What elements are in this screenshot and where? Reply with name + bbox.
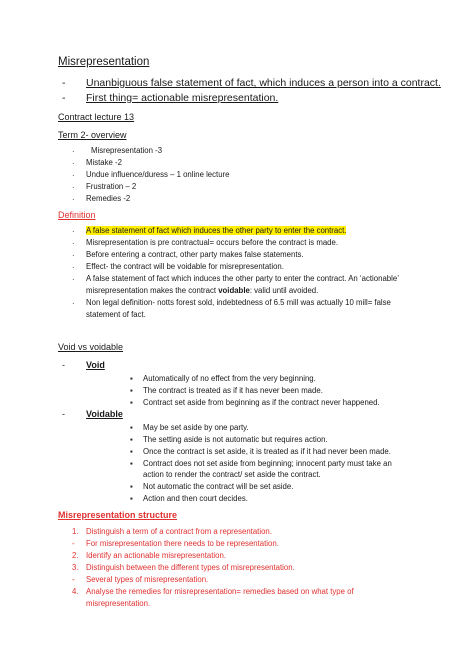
definition-item: Effect- the contract will be voidable for misrepresentation. <box>86 262 284 271</box>
page-title: Misrepresentation <box>58 56 150 68</box>
overview-item: Misrepresentation -3 <box>91 146 163 155</box>
void-label: Void <box>86 360 105 370</box>
dash-marker: - <box>62 77 66 89</box>
structure-item: Distinguish a term of a contract from a representation. <box>86 527 272 536</box>
overview-item: Undue influence/duress – 1 online lecture <box>86 170 230 179</box>
bullet-marker: ▪ <box>130 494 133 503</box>
structure-item: For misrepresentation there needs to be representation. <box>86 539 279 548</box>
bullet-marker: · <box>72 159 75 168</box>
intro-line-1: Unanbiguous false statement of fact, which induces a person into a contract. <box>86 77 441 89</box>
voidable-term: voidable <box>218 286 250 295</box>
bullet-marker: ▪ <box>130 447 133 456</box>
overview-item: Mistake -2 <box>86 158 122 167</box>
dash-marker: - <box>62 360 65 370</box>
overview-item: Frustration – 2 <box>86 182 137 191</box>
definition-text: : valid until avoided. <box>249 286 319 295</box>
lecture-heading: Contract lecture 13 <box>58 112 135 122</box>
voidable-item: Not automatic the contract will be set aside. <box>143 482 294 491</box>
bullet-marker: · <box>72 195 75 204</box>
bullet-marker: · <box>72 239 75 248</box>
bullet-marker: · <box>72 227 75 236</box>
voidable-label: Voidable <box>86 409 123 419</box>
bullet-marker: · <box>72 299 75 308</box>
bullet-marker: · <box>72 251 75 260</box>
dash-marker: - <box>62 409 65 419</box>
structure-item: Identify an actionable misrepresentation. <box>86 551 226 560</box>
structure-item: Several types of misrepresentation. <box>86 575 209 584</box>
structure-item: Distinguish between the different types of misrepresentation. <box>86 563 295 572</box>
definition-item: Misrepresentation is pre contractual= occurs before the contract is made. <box>86 238 339 247</box>
structure-marker: - <box>72 575 75 584</box>
voidable-item: Contract does not set aside from beginning; innocent party must take an <box>143 459 392 468</box>
void-heading: Void vs voidable <box>58 342 124 352</box>
voidable-item: Once the contract is set aside, it is treated as if it had never been made. <box>143 447 391 456</box>
definition-heading: Definition <box>58 210 96 220</box>
bullet-marker: ▪ <box>130 435 133 444</box>
definition-item: A false statement of fact which induces the other party to enter the contract. An ‘actionable’ <box>86 274 399 283</box>
bullet-marker: ▪ <box>130 398 133 407</box>
definition-item: Non legal definition- notts forest sold, indebtedness of 6.5 mill was actually 10 mill= false <box>86 298 391 307</box>
voidable-item-continued: action to render the contract/ set aside the contract. <box>143 470 321 479</box>
bullet-marker: ▪ <box>130 423 133 432</box>
definition-item: Before entering a contract, other party makes false statements. <box>86 250 304 259</box>
structure-item: Analyse the remedies for misrepresentation= remedies based on what type of <box>86 587 354 596</box>
void-item: The contract is treated as if it has never been made. <box>143 386 323 395</box>
bullet-marker: · <box>72 183 75 192</box>
bullet-marker: ▪ <box>130 374 133 383</box>
bullet-marker: · <box>72 147 75 156</box>
structure-marker: 3. <box>72 563 79 572</box>
bullet-marker: ▪ <box>130 459 133 468</box>
structure-marker: 2. <box>72 551 79 560</box>
definition-item-continued: statement of fact. <box>86 310 146 319</box>
intro-line-2: First thing= actionable misrepresentation. <box>86 92 279 104</box>
definition-text: misrepresentation makes the contract <box>86 286 217 295</box>
bullet-marker: ▪ <box>130 386 133 395</box>
voidable-item: May be set aside by one party. <box>143 423 249 432</box>
structure-item-continued: misrepresentation. <box>86 599 151 608</box>
structure-heading: Misrepresentation structure <box>58 510 178 520</box>
void-item: Contract set aside from beginning as if the contract never happened. <box>143 398 380 407</box>
bullet-marker: ▪ <box>130 482 133 491</box>
definition-item-highlighted: A false statement of fact which induces the other party to enter the contract. <box>86 226 347 235</box>
structure-marker: 1. <box>72 527 79 536</box>
voidable-item: Action and then court decides. <box>143 494 248 503</box>
overview-heading: Term 2- overview <box>58 130 127 140</box>
definition-item-continued <box>86 286 318 295</box>
voidable-item: The setting aside is not automatic but requires action. <box>143 435 328 444</box>
overview-item: Remedies -2 <box>86 194 131 203</box>
structure-marker: 4. <box>72 587 79 596</box>
bullet-marker: · <box>72 171 75 180</box>
void-item: Automatically of no effect from the very beginning. <box>143 374 316 383</box>
bullet-marker: · <box>72 275 75 284</box>
structure-marker: - <box>72 539 75 548</box>
dash-marker: - <box>62 92 66 104</box>
bullet-marker: · <box>72 263 75 272</box>
